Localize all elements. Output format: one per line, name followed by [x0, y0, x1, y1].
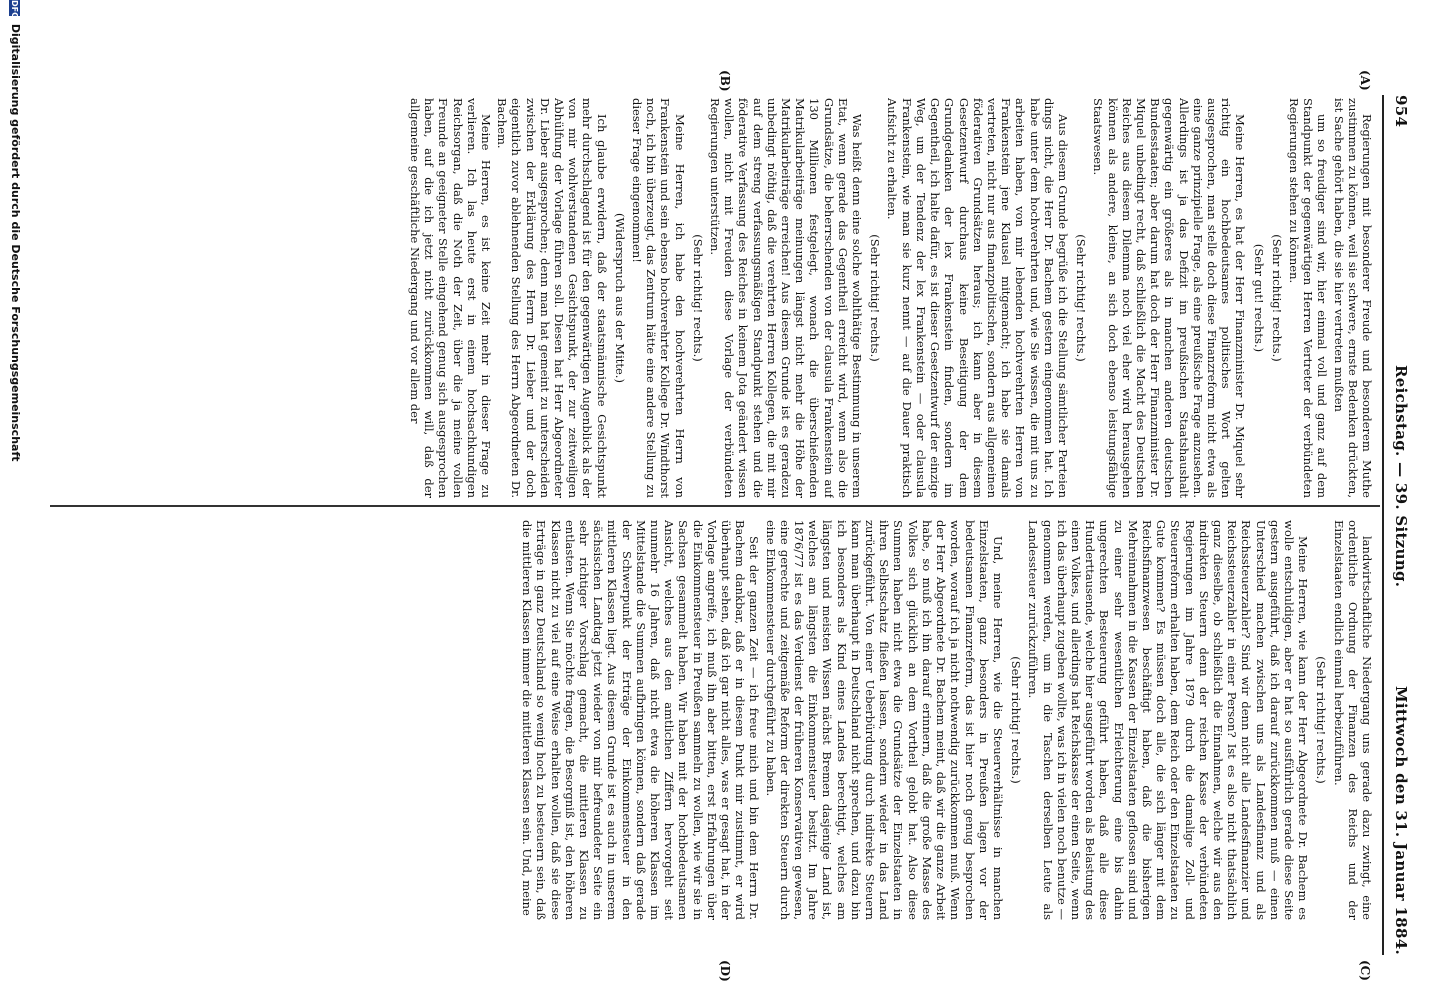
- interjection: (Sehr richtig! rechts.): [868, 234, 883, 362]
- margin-letter-c: (C): [1358, 960, 1372, 981]
- page-header: [1386, 95, 1410, 955]
- paragraph: Aus diesem Grunde begrüße ich die Stellung sämtlicher Parteien dings nicht, die Herr Dr. Bachem gestern eingenommen hat. Ich habe unter dem hochverehrten und, wie Sie wissen, die mit uns zu arbeiten haben, von mir lebenden hochverehrten Herren von Frankenstein jene Klausel mitgemacht; ich habe sie damals vertreten, nicht nur aus finanzpolitischen, sondern aus allgemeinen föderativen Grundsätzen heraus; ich kann aber in diesem Gesetzentwurf durchaus keine Beseitigung der dem Grundgedanken der lex Frankenstein finden, sondern im Gegentheil, ich halte dafür, es ist dieser Gesetzentwurf der einzige Weg, um der Tendenz der lex Frankenstein — oder clausula Frankenstein, wie man sie kurz nennt — auf die Dauer praktisch Aufsicht zu erhalten.: [885, 98, 1070, 498]
- paragraph: Meine Herren, wie kann der Herr Abgeordnete Dr. Bachem es wolle entschuldigen, aber er hat so ausführlich gerade diese Seite gestern ausgeführt, daß ich darauf zurückkommen muß — einen Unterschied machen zwischen uns als Landesfinanz und als Reichssteuerzahler? Sind wir denn nicht alle Landesfinanzier und Reichssteuerzahler in einer Person? Ist es also nicht thatsächlich ganz dieselbe, ob schließlich die Einnahmen, welche wir aus den indirekten Steuern denn der reichen Kasse der verbündeten Regierungen im Jahre 1879 durch die damalige Zoll- und Steuerreform erhalten haben, dem Reich oder den Einzelstaaten zu Gute kommen? Es müssen doch alle, die sich länger mit dem Reichsfinanzwesen beschäftigt haben, daß die bisherigen Mehreinnahmen in die Kassen der Einzelstaaten geflossen sind und zu einer sehr wesentlichen Erleichterung eine bis dahin ungerechten Besteuerung geführt haben, daß alle diese Hunderttausende, welche hier ausgeführt worden als Belastung des einen Volkes, und allerdings hat Reichskasse der einen Seite, wenn ich das überhaupt zugeben wollte, was ich in vielen noch benutze — genommen werden, um in die Taschen derselben Leute als Landessteuer zurückzuführen.: [1026, 520, 1311, 920]
- margin-letter-b: (B): [718, 70, 732, 92]
- paragraph: Ich glaube erwidern, daß der staatsmännische Gesichtspunkt mehr durchschlagend ist für den gegenwärtigen Augenblick als der von mir wohlverstandenen Gesichtspunkt, der zur zeitweiligen Abhülfung der Vorlage führen soll. Diesen hat Herr Abgeordneter Dr. Lieber ausgesprochen; denn man hat gemeint zu unterscheiden zwischen der Erklärung des Herrn Dr. Lieber und der doch eigentlich zuvor ablehnenden Stellung des Herrn Abgeordneten Dr. Bachem.: [495, 98, 609, 498]
- paragraph: Seit der ganzen Zeit — ich freue mich und bin dem Herrn Dr. Bachem dankbar, daß er in diesem Punkt mir zustimmt, er wird überhaupt sehen, daß ich gar nicht alles, was er gesagt hat, in der Vorlage angreife, ich muß ihn aber bitten, erst Erfahrungen über die Einkommensteuer in Preußen sammeln zu wollen, wie wir sie in Sachsen gesammelt haben. Wir haben mit der hochbedeutsamen Ansicht, welches aus den amtlichen Ziffern hervorgeht seit nunmehr 16 Jahren, daß nicht etwa die höheren Klassen im Mittelstande die Summen aufbringen können, sondern daß gerade der Schwerpunkt der Erträge der Einkommensteuer in den mittleren Klassen liegt. Aus diesem Grunde ist es auch in unserem sächsischen Landtag jetzt wieder von mir befreundeter Seite ein sehr richtiger Vorschlag gemacht, die mittleren Klassen zu entlasten. Wenn Sie möchte fragen, die Besorgniß ist, den höheren Klassen nicht zu viel auf eine Weise erhalten wollen, daß sie diese Erträge in ganz Deutschland so wenig hoch zu besteuern sein, daß die mittleren Klassen immer die mittleren Klassen sein. Und, meine: [520, 520, 762, 920]
- page-number: 954: [1392, 95, 1410, 128]
- interjection: (Sehr richtig! rechts.): [690, 234, 705, 362]
- interjection: (Sehr richtig! rechts.): [1074, 234, 1089, 362]
- session-title: Reichstag. — 39. Sitzung.: [1392, 365, 1410, 588]
- interjection: (Sehr richtig! rechts.): [1269, 234, 1284, 362]
- column-divider: [50, 505, 1380, 507]
- paragraph: Regierungen mit besonderer Freude und besonderem Muthe zustimmen zu können, weil sie schwere, ernste Bedenken drückten, ist Sache gehört haben, die sie hier vertreten mußten: [1331, 98, 1374, 498]
- dfg-logo: DFG: [10, 0, 20, 19]
- paragraph: Was heißt denn eine solche wohlthätige Bestimmung in unserem Etat, wenn gerade das Gegentheil erreicht wird, wenn also die Grundsätze, die beherrschenden von der clausula Frankenstein auf 130 Millionen festgelegt, wonach die überschießenden Matrikularbeiträge meinungen längst nicht mehr die Höhe der Matrikularbeiträge erreichen! Aus diesem Grunde ist es geradezu unbedingt nöthig, daß die verehrten Herren Kollegen, die mit mir auf dem streng verfassungsmäßigen Standpunkt stehen und die föderative Verfassung des Reiches in keinem Jota geändert wissen wollen, nicht mit Freuden diese Vorlage der verbündeten Regierungen unterstützen.: [708, 98, 865, 498]
- left-text-column: [44, 98, 1374, 498]
- paragraph: Meine Herren, es ist keine Zeit mehr in dieser Frage zu verlieren. Ich las heute erst in einem hochsachkundigen Reichsorgan, daß die Noth der Zeit, über die ja meine vollen Freunde an geeigneter Stelle eingehend genug sich ausgesprochen haben, auf die ich jetzt nicht zurückkommen will, daß der allgemeine geschäftliche Niedergang und vor allem der: [408, 98, 494, 498]
- paragraph: Meine Herren, ich habe den hochverehrten Herrn von Frankenstein und sein ebenso hochverehrter Kollege Dr. Windthorst noch, ich bin überzeugt, das Zentrum hätte eine andere Stellung zu dieser Frage eingenommen!: [630, 98, 687, 498]
- paragraph: landwirtschaftliche Niedergang uns gerade dazu zwingt, eine ordentliche Ordnung der Finanzen des Reichs und der Einzelstaaten endlich einmal herbeizuführen.: [1331, 520, 1374, 920]
- interjection: (Sehr richtig! rechts.): [1314, 656, 1329, 784]
- paragraph: Und, meine Herren, wie die Steuerverhältnisse in manchen Einzelstaaten, ganz besonders in Preußen lagen vor der bedeutsamen Finanzreform, das ist hier noch genug besprochen worden, worauf ich ja nicht nothwendig zurückkommen muß. Wenn der Herr Abgeordnete Dr. Bachem meint, daß wir die ganze Arbeit habe, so muß ich ihn darauf erinnern, daß die große Masse des Volkes sich glücklich an dem Vortheil gelobt hat. Also diese Summen haben nicht etwa die Grundsätze der Einzelstaaten in ihren Selbstschatz fließen lassen, sondern wieder in das Land zurückgeführt. Von einer Ueberbürdung durch indirekte Steuern kann man überhaupt in Deutschland nicht sprechen, und dazu bin ich besonders als Kind eines Landes berechtigt, welches am längsten und meisten Wissen nächst Bremen dasjenige Land ist, welches am längsten die Einkommensteuer besitzt. Im Jahre 1876/77 ist es das Verdienst der früheren Konservativen gewesen, eine gerechte und zeitgemäße Reform der direkten Steuern durch eine Einkommensteuer durchgeführt zu haben.: [763, 520, 1005, 920]
- interjection: (Sehr richtig! rechts.): [1009, 656, 1024, 784]
- interjection: (Sehr gut! rechts.): [1251, 243, 1266, 353]
- right-text-column: [44, 520, 1374, 920]
- interjection: (Widerspruch aus der Mitte.): [612, 213, 627, 383]
- margin-letter-d: (D): [718, 960, 732, 982]
- margin-letter-a: (A): [1358, 70, 1372, 91]
- header-rule: [1382, 95, 1384, 955]
- footer-credit: Digitalisierung gefördert durch die Deutsche Forschungsgemeinschaft: [9, 23, 22, 462]
- paragraph: Meine Herren, es hat der Herr Finanzminister Dr. Miquel sehr richtig ein hochbedeutsames politisches Wort gelten ausgesprochen, man stelle doch diese Finanzreform nicht etwa als eine ganze prinzipielle Frage, als eine preußische Frage anzusehen. Allerdings ist ja das Defizit im preußischen Staatshaushalt gegenwärtig ein größeres als in manchen anderen deutschen Bundesstaaten; aber darum hat doch der Herr Finanzminister Dr. Miquel unbedingt recht, daß schließlich die Macht des Deutschen Reiches aus diesem Dilemma noch viel eher wird herausgehen können als andere, kleine, an sich doch ebenso leistungsfähige Staatswesen.: [1091, 98, 1248, 498]
- session-date: Mittwoch den 31. Januar 1884.: [1392, 686, 1410, 955]
- paragraph: um so freudiger sind wir, hier einmal voll und ganz auf dem Standpunkt der gegenwärtigen Herren Vertreter der verbündeten Regierungen stehen zu können.: [1286, 98, 1330, 498]
- page-footer: [4, 0, 22, 1000]
